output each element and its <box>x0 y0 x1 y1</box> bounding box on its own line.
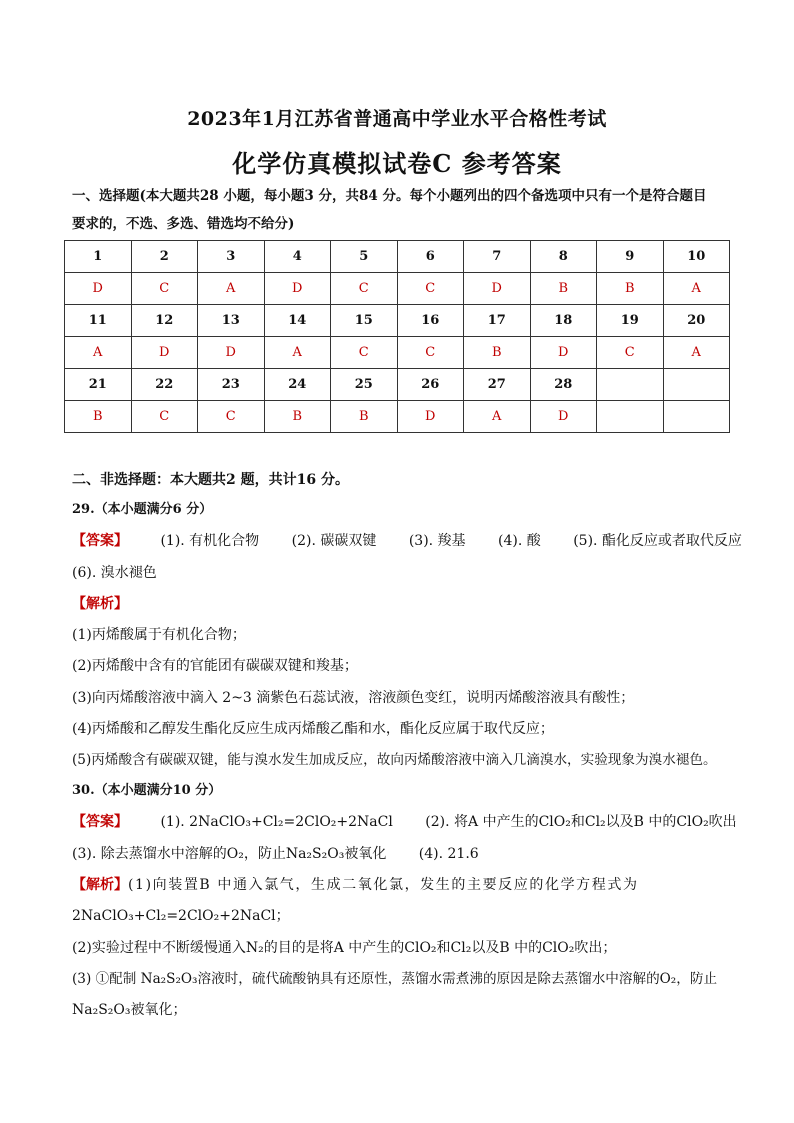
answer-cell: A <box>264 337 331 369</box>
question-number-cell: 20 <box>663 305 730 337</box>
q30-analysis-3-cont: Na₂S₂O₃被氧化； <box>72 1002 187 1018</box>
q29-ans-1: (1). 有机化合物 <box>160 533 260 549</box>
q30-analysis-2: (2)实验过程中不断缓慢通入N₂的目的是将A 中产生的ClO₂和Cl₂以及B 中的ClO₂吹出； <box>72 940 617 956</box>
q30-ans-3: (3). 除去蒸馏水中溶解的O₂，防止Na₂S₂O₃被氧化 <box>72 846 387 862</box>
answer-cell <box>663 401 730 433</box>
q29-analysis-3: (3)向丙烯酸溶液中滴入 2~3 滴紫色石蕊试液，溶液颜色变红，说明丙烯酸溶液具有酸性； <box>72 690 635 706</box>
question-number-cell: 4 <box>264 241 331 273</box>
question-number-cell: 10 <box>663 241 730 273</box>
q29-ans-4: (4). 酸 <box>498 533 541 549</box>
answer-cell: B <box>464 337 531 369</box>
question-number-cell: 18 <box>530 305 597 337</box>
q30-ans-2: (2). 将A 中产生的ClO₂和Cl₂以及B 中的ClO₂吹出 <box>425 814 737 830</box>
question-number-cell: 28 <box>530 369 597 401</box>
q30-ans-4: (4). 21.6 <box>418 846 479 862</box>
question-number-cell: 7 <box>464 241 531 273</box>
question-number-cell: 3 <box>198 241 265 273</box>
answer-cell: A <box>464 401 531 433</box>
q29-ans-6: (6). 溴水褪色 <box>72 565 157 581</box>
q29-analysis-2: (2)丙烯酸中含有的官能团有碳碳双键和羧基； <box>72 658 358 674</box>
answer-cell: D <box>131 337 198 369</box>
section1-intro-cont: 要求的，不选、多选、错选均不给分) <box>72 216 295 232</box>
answer-cell: A <box>663 337 730 369</box>
answer-cell: B <box>331 401 398 433</box>
question-number-cell: 12 <box>131 305 198 337</box>
question-number-cell: 2 <box>131 241 198 273</box>
answer-cell: D <box>264 273 331 305</box>
question-number-cell: 11 <box>65 305 132 337</box>
answer-cell: D <box>65 273 132 305</box>
answer-label: 【答案】 <box>72 814 128 830</box>
q30-analysis-3: (3) ①配制 Na₂S₂O₃溶液时，硫代硫酸钠具有还原性，蒸馏水需煮沸的原因是除去蒸馏水中溶解的O₂，防止 <box>72 971 718 987</box>
answer-table <box>64 240 730 433</box>
question-number-cell: 9 <box>597 241 664 273</box>
answer-cell <box>597 401 664 433</box>
q29-analysis-4: (4)丙烯酸和乙醇发生酯化反应生成丙烯酸乙酯和水，酯化反应属于取代反应； <box>72 721 554 737</box>
question-number-cell: 15 <box>331 305 398 337</box>
table-row-answers <box>65 401 730 433</box>
question-number-cell: 13 <box>198 305 265 337</box>
q29-answer-line <box>72 531 742 551</box>
answer-cell: B <box>597 273 664 305</box>
q29-title: 29.（本小题满分6 分） <box>72 502 213 517</box>
question-number-cell <box>597 369 664 401</box>
question-number-cell: 5 <box>331 241 398 273</box>
answer-cell: D <box>198 337 265 369</box>
answer-label: 【答案】 <box>72 533 128 549</box>
q29-analysis-5: (5)丙烯酸含有碳碳双键，能与溴水发生加成反应，故向丙烯酸溶液中滴入几滴溴水，实验现象为溴水褪色。 <box>72 752 717 768</box>
table-row-answers <box>65 337 730 369</box>
table-row-numbers <box>65 241 730 273</box>
answer-cell: A <box>663 273 730 305</box>
q30-analysis-1-cont: 2NaClO₃+Cl₂=2ClO₂+2NaCl； <box>72 908 290 924</box>
answer-cell: A <box>65 337 132 369</box>
question-number-cell: 21 <box>65 369 132 401</box>
answer-cell: D <box>530 401 597 433</box>
answer-cell: C <box>597 337 664 369</box>
exam-title: 2023年1月江苏省普通高中学业水平合格性考试 <box>187 108 607 130</box>
question-number-cell: 19 <box>597 305 664 337</box>
answer-cell: C <box>397 337 464 369</box>
question-number-cell: 8 <box>530 241 597 273</box>
q29-analysis-1: (1)丙烯酸属于有机化合物； <box>72 627 246 643</box>
question-number-cell: 16 <box>397 305 464 337</box>
q30-title: 30.（本小题满分10 分） <box>72 783 222 798</box>
table-row-numbers <box>65 369 730 401</box>
q30-ans-1: (1). 2NaClO₃+Cl₂=2ClO₂+2NaCl <box>160 814 393 830</box>
answer-cell: C <box>331 273 398 305</box>
answer-cell: C <box>131 401 198 433</box>
answer-cell: D <box>464 273 531 305</box>
table-row-numbers <box>65 305 730 337</box>
question-number-cell: 23 <box>198 369 265 401</box>
q29-ans-3: (3). 羧基 <box>408 533 466 549</box>
answer-cell: A <box>198 273 265 305</box>
q29-ans-2: (2). 碳碳双键 <box>291 533 377 549</box>
section1-intro: 一、选择题(本大题共28 小题，每小题3 分，共84 分。每个小题列出的四个备选项中只有一个是符合题目 <box>72 188 707 204</box>
question-number-cell: 14 <box>264 305 331 337</box>
question-number-cell: 17 <box>464 305 531 337</box>
section2-heading: 二、非选择题：本大题共2 题，共计16 分。 <box>72 472 349 488</box>
answer-cell: C <box>331 337 398 369</box>
answer-key-title: 化学仿真模拟试卷C 参考答案 <box>232 149 562 178</box>
answer-cell: D <box>397 401 464 433</box>
q30-answer-line2 <box>72 844 732 864</box>
q30-analysis-1-text: (1)向装置B 中通入氯气，生成二氧化氯，发生的主要反应的化学方程式为 <box>128 877 639 893</box>
q30-answer-line <box>72 812 737 832</box>
q29-ans-5: (5). 酯化反应或者取代反应 <box>573 533 742 549</box>
analysis-label: 【解析】 <box>72 877 128 893</box>
question-number-cell: 24 <box>264 369 331 401</box>
answer-cell: C <box>131 273 198 305</box>
answer-cell: B <box>530 273 597 305</box>
question-number-cell: 1 <box>65 241 132 273</box>
question-number-cell: 22 <box>131 369 198 401</box>
question-number-cell: 6 <box>397 241 464 273</box>
table-row-answers <box>65 273 730 305</box>
question-number-cell: 25 <box>331 369 398 401</box>
answer-cell: B <box>264 401 331 433</box>
question-number-cell: 26 <box>397 369 464 401</box>
analysis-label: 【解析】 <box>72 596 128 612</box>
answer-cell: C <box>397 273 464 305</box>
answer-cell: B <box>65 401 132 433</box>
q30-analysis-1 <box>72 875 732 895</box>
answer-cell: C <box>198 401 265 433</box>
answer-cell: D <box>530 337 597 369</box>
question-number-cell: 27 <box>464 369 531 401</box>
question-number-cell <box>663 369 730 401</box>
